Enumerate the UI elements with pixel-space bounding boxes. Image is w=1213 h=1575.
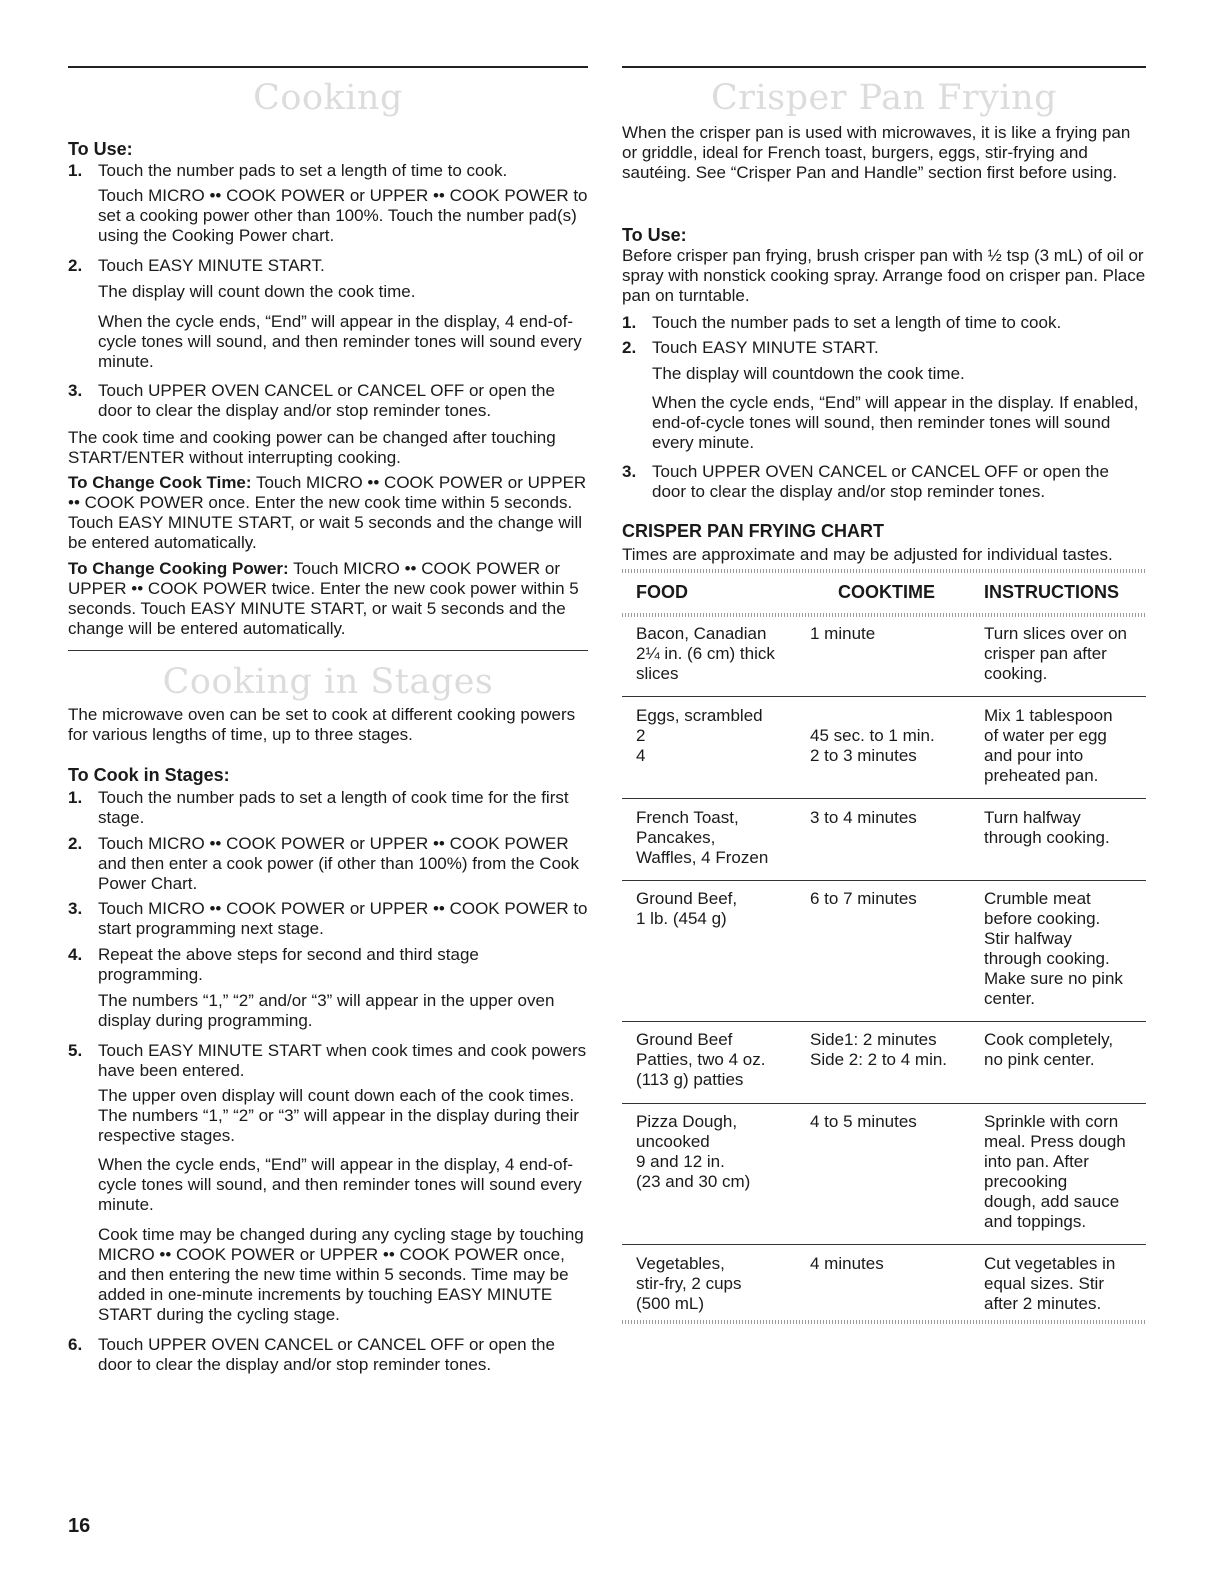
step-subtext: Touch MICRO •• COOK POWER or UPPER •• COOK POWER to set a cooking power other than 100%. Touch the number pad(s) using the Cooking Power chart. [98,186,588,245]
change-power-label: To Change Cooking Power: [68,559,289,578]
stages-title: Cooking in Stages [162,662,494,702]
table-cell-food: Eggs, scrambled 2 4 [636,706,763,765]
crisper-to-use-heading: To Use: [622,225,687,245]
cooking-to-use-heading: To Use: [68,139,133,159]
step-number: 2. [622,338,637,357]
stages-intro: The microwave oven can be set to cook at different cooking powers for various lengths of time, up to three stages. [68,705,576,744]
change-power-text: Touch MICRO •• COOK POWER or UPPER •• COOK POWER twice. Enter the new cook power within 5 seconds. Touch EASY MINUTE START, or wait 5 seconds and the change will be entered automatically. [68,559,579,638]
table-cell-instr: Turn slices over on crisper pan after cooking. [984,624,1127,683]
cooking-paragraph: The cook time and cooking power can be changed after touching START/ENTER without interrupting cooking. [68,428,556,467]
step-number: 2. [68,834,83,853]
table-cell-instr: Sprinkle with corn meal. Press dough into pan. After precooking dough, add sauce and toppings. [984,1112,1126,1231]
step-number: 1. [68,161,83,180]
change-cook-time-label: To Change Cook Time: [68,473,252,492]
step-text: Touch UPPER OVEN CANCEL or CANCEL OFF or open the door to clear the display and/or stop reminder tones. [652,462,1109,501]
table-top-stripe [622,569,1146,573]
stages-heading: To Cook in Stages: [68,765,230,785]
table-row-divider [622,1103,1146,1104]
table-cell-time: 45 sec. to 1 min. 2 to 3 minutes [810,726,935,765]
header-food: FOOD [636,582,688,602]
table-cell-time: 4 to 5 minutes [810,1112,917,1131]
step-number: 1. [622,313,637,332]
step-text: Touch EASY MINUTE START. [652,338,879,357]
table-cell-instr: Cut vegetables in equal sizes. Stir after 2 minutes. [984,1254,1116,1313]
table-cell-time: 3 to 4 minutes [810,808,917,827]
change-cook-time-text: Touch MICRO •• COOK POWER or UPPER •• COOK POWER once. Enter the new cook time within 5 seconds. Touch EASY MINUTE START, or wait 5 seconds and the change will be entered automatically. [68,473,587,552]
table-cell-instr: Cook completely, no pink center. [984,1030,1114,1069]
step-text: Touch UPPER OVEN CANCEL or CANCEL OFF or open the door to clear the display and/or stop reminder tones. [98,381,555,420]
crisper-title: Crisper Pan Frying [710,78,1058,118]
table-cell-food: Ground Beef Patties, two 4 oz. (113 g) patties [636,1030,766,1089]
step-number: 5. [68,1041,83,1060]
table-row-divider [622,1021,1146,1022]
step-number: 3. [68,381,83,400]
table-row-divider [622,880,1146,881]
step-text: Repeat the above steps for second and third stage programming. [98,945,479,984]
top-rule [68,66,588,68]
header-stripe [622,613,1146,617]
table-cell-food: Pizza Dough, uncooked 9 and 12 in. (23 and 30 cm) [636,1112,751,1191]
top-rule [622,66,1146,68]
table-cell-time: Side1: 2 minutes Side 2: 2 to 4 min. [810,1030,948,1069]
crisper-intro: When the crisper pan is used with microwaves, it is like a frying pan or griddle, ideal for French toast, burgers, eggs, stir-frying and sautéing. See “Crisper Pan and Handle” section first before using. [622,123,1131,182]
table-cell-food: Vegetables, stir-fry, 2 cups (500 mL) [636,1254,742,1313]
chart-title: CRISPER PAN FRYING CHART [622,521,885,541]
step-text: Touch the number pads to set a length of cook time for the first stage. [98,788,569,827]
step-text: Touch MICRO •• COOK POWER or UPPER •• COOK POWER and then enter a cook power (if other than 100%) from the Cook Power Chart. [98,834,579,893]
header-cooktime: COOKTIME [838,582,935,602]
step-subtext: The numbers “1,” “2” and/or “3” will appear in the upper oven display during programming. [98,991,555,1030]
table-bottom-stripe [622,1320,1146,1324]
table-row-divider [622,1244,1146,1245]
step-subtext: When the cycle ends, “End” will appear in the display, 4 end-of-cycle tones will sound, and then reminder tones will sound every minute. [98,1155,582,1214]
step-number: 3. [68,899,83,918]
cooking-title: Cooking [253,78,403,118]
table-cell-time: 6 to 7 minutes [810,889,917,908]
chart-note: Times are approximate and may be adjusted for individual tastes. [622,545,1113,564]
table-cell-food: French Toast, Pancakes, Waffles, 4 Frozen [636,808,769,867]
step-subtext: The display will countdown the cook time. [652,364,965,383]
step-text: Touch the number pads to set a length of time to cook. [98,161,508,180]
crisper-prep: Before crisper pan frying, brush crisper pan with ½ tsp (3 mL) of oil or spray with nonstick cooking spray. Arrange food on crisper pan. Place pan on turntable. [622,246,1146,305]
step-text: Touch EASY MINUTE START. [98,256,325,275]
section-rule [68,650,588,651]
table-row-divider [622,696,1146,697]
step-subtext: When the cycle ends, “End” will appear in the display, 4 end-of-cycle tones will sound, and then reminder tones will sound every minute. [98,312,582,371]
change-cook-time-paragraph [68,473,588,553]
change-power-paragraph [68,559,588,639]
step-number: 3. [622,462,637,481]
table-cell-instr: Mix 1 tablespoon of water per egg and pour into preheated pan. [984,706,1113,785]
step-subtext: When the cycle ends, “End” will appear in the display. If enabled, end-of-cycle tones will sound, then reminder tones will sound every minute. [652,393,1139,452]
step-number: 2. [68,256,83,275]
table-cell-time: 1 minute [810,624,876,643]
step-text: Touch MICRO •• COOK POWER or UPPER •• COOK POWER to start programming next stage. [98,899,588,938]
step-subtext: Cook time may be changed during any cycling stage by touching MICRO •• COOK POWER or UPPER •• COOK POWER once, and then entering the new time within 5 seconds. Time may be added in one-minute increments by touching EASY MINUTE START during the cycling stage. [98,1225,584,1324]
step-subtext: The display will count down the cook time. [98,282,416,301]
step-number: 1. [68,788,83,807]
step-subtext: The upper oven display will count down each of the cook times. The numbers “1,” “2” or “3” will appear in the display during their respective stages. [98,1086,579,1145]
step-number: 4. [68,945,83,964]
table-cell-instr: Turn halfway through cooking. [984,808,1110,847]
table-row-divider [622,798,1146,799]
table-cell-instr: Crumble meat before cooking. Stir halfway through cooking. Make sure no pink center. [984,889,1123,1008]
table-cell-food: Bacon, Canadian 2¼ in. (6 cm) thick slices [636,624,775,683]
table-cell-time: 4 minutes [810,1254,884,1273]
page-number: 16 [68,1515,91,1537]
step-text: Touch EASY MINUTE START when cook times and cook powers have been entered. [98,1041,587,1080]
table-cell-food: Ground Beef, 1 lb. (454 g) [636,889,738,928]
step-text: Touch UPPER OVEN CANCEL or CANCEL OFF or open the door to clear the display and/or stop reminder tones. [98,1335,555,1374]
header-instructions: INSTRUCTIONS [984,582,1119,602]
step-number: 6. [68,1335,83,1354]
step-text: Touch the number pads to set a length of time to cook. [652,313,1062,332]
